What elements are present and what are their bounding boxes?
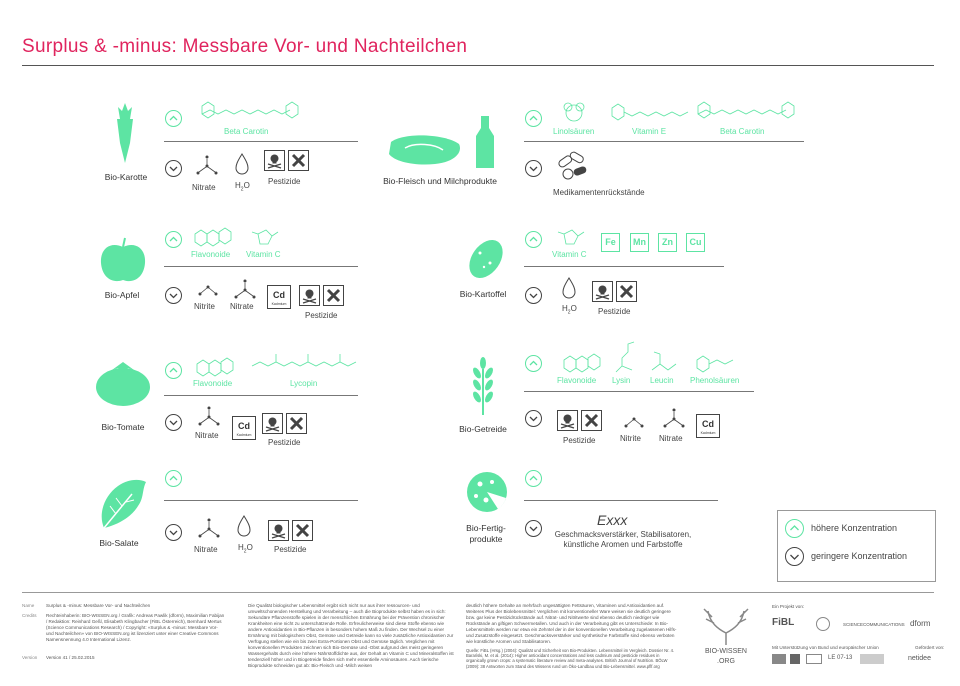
water-label: $H_2O$	[235, 181, 250, 193]
lower-concentration-icon	[785, 547, 804, 566]
footer-version-label: Version	[22, 655, 38, 660]
nitrate-molecule-icon	[232, 277, 258, 303]
beta-carotin-label: Beta Carotin	[720, 127, 765, 136]
beta-carotin-label: Beta Carotin	[224, 127, 269, 136]
leucin-label: Leucin	[650, 376, 674, 385]
divider	[164, 141, 358, 142]
lower-concentration-icon	[525, 520, 542, 537]
skull-hazard-icon	[268, 520, 289, 541]
iron-element-icon: Fe	[601, 233, 620, 252]
flavonoide-label: Flavonoide	[557, 376, 597, 385]
e-number-label: Exxx	[597, 512, 628, 528]
divider	[524, 391, 754, 392]
linolsaeure-molecule-icon	[560, 100, 588, 126]
eu-fund-logo	[860, 654, 884, 664]
higher-concentration-icon	[525, 470, 542, 487]
meat-icon	[385, 132, 465, 168]
nitrate-label: Nitrate	[194, 545, 218, 554]
skull-hazard-icon	[262, 413, 283, 434]
nitrate-molecule-icon	[661, 406, 687, 432]
vitamin-c-label: Vitamin C	[246, 250, 281, 259]
water-label: $H_2O$	[238, 543, 253, 555]
product-label-salate: Bio-Salate	[99, 538, 139, 548]
nitrate-label: Nitrate	[192, 183, 216, 192]
scr-logo: SCIENCECOMMUNICATIONS	[843, 622, 905, 627]
zinc-element-icon: Zn	[658, 233, 677, 252]
divider	[524, 266, 724, 267]
divider	[164, 395, 358, 396]
lower-concentration-icon	[165, 524, 182, 541]
flavonoide-label: Flavonoide	[193, 379, 233, 388]
higher-concentration-icon	[165, 231, 182, 248]
footer-support-label: Mit Unterstützung von Bund und europäischer Union	[772, 645, 879, 650]
divider	[524, 141, 804, 142]
water-drop-icon	[234, 152, 250, 176]
lysin-label: Lysin	[612, 376, 631, 385]
footer-text-column-1: Die Qualität biologischer Lebensmittel ergibt sich nicht nur aus ihrer ressourcen- und umweltschonenden Herstellung und Verarbeitung – auch die Bioprodukte selbst haben es in sich: Sekundäre Pflanzenstoffe spielen in der menschlichen Ernährung bei der Prävention chronischer Krankheiten eine nicht zu unterschätzende Rolle. Erfreulicherweise sind diese Stoffe ebenso wie andere Antioxidantien in Bio-Pflanzen in besonders hohem Maß zu finden. Der Wechsel zu einer Ernährung mit biologischem Obst, Gemüse und Getreide kann so viele zusätzliche Antioxidantien zur Verfügung stellen wie ein bis zwei Extra-Portionen Obst und Gemüse täglich. Verglichen mit konventionellen Produkten zeichnen sich Bio-Gemüse und -Obst aufgrund des meist geringeren Wassergehalts durch eine höhere Nährstoffdichte aus, der Gehalt an Vitamin C und Mineralstoffen ist tendenziell höher und in Biogetreide finden sich mehr essentielle Aminosäuren. Auch tierische Bioprodukte schneiden gut ab: Bio-Fleisch und -Milch weisen	[248, 603, 454, 668]
higher-concentration-icon	[165, 470, 182, 487]
higher-concentration-icon	[165, 362, 182, 379]
medikamente-label: Medikamentenrückstände	[553, 188, 645, 197]
eu-flag-icon	[772, 654, 786, 664]
product-label-fertig: Bio-Fertig- produkte	[466, 523, 506, 544]
water-label: $H_2O$	[562, 304, 577, 316]
nitrite-molecule-icon	[196, 282, 220, 298]
pestizide-label: Pestizide	[268, 177, 301, 186]
vitamin-e-molecule-icon	[610, 102, 690, 124]
copper-element-icon: Cu	[686, 233, 705, 252]
lycopin-label: Lycopin	[290, 379, 318, 388]
harmful-x-icon	[286, 413, 307, 434]
legend-lower-label: geringere Konzentration	[811, 551, 908, 561]
potato-icon	[462, 235, 510, 283]
nitrate-molecule-icon	[194, 153, 220, 179]
product-label-tomate: Bio-Tomate	[101, 422, 145, 432]
nitrate-molecule-icon	[196, 404, 222, 430]
pizza-icon	[462, 470, 512, 514]
nitrite-label: Nitrite	[194, 302, 215, 311]
pestizide-label: Pestizide	[305, 311, 338, 320]
netidee-logo: netidee	[908, 655, 931, 662]
footer-project-label: Ein Projekt von:	[772, 604, 805, 609]
nitrate-label: Nitrate	[659, 434, 683, 443]
pestizide-label: Pestizide	[268, 438, 301, 447]
institution-logo	[816, 617, 830, 631]
dform-logo: dform	[910, 619, 931, 628]
harmful-x-icon	[616, 281, 637, 302]
ministry-logo	[790, 654, 800, 664]
ama-logo	[806, 654, 822, 664]
beta-carotin-molecule-icon	[696, 100, 796, 124]
harmful-x-icon	[292, 520, 313, 541]
water-drop-icon	[236, 514, 252, 538]
lower-concentration-icon	[165, 160, 182, 177]
zusatzstoffe-label: Geschmacksverstärker, Stabilisatoren, künstliche Aromen und Farbstoffe	[554, 530, 692, 549]
lower-concentration-icon	[525, 160, 542, 177]
cadmium-element-icon: Cd Kadmium	[696, 414, 720, 438]
skull-hazard-icon	[264, 150, 285, 171]
lower-concentration-icon	[165, 287, 182, 304]
skull-hazard-icon	[299, 285, 320, 306]
pestizide-label: Pestizide	[274, 545, 307, 554]
vitamin-c-label: Vitamin C	[552, 250, 587, 259]
divider	[524, 500, 718, 501]
lower-concentration-icon	[165, 414, 182, 431]
higher-concentration-icon	[525, 231, 542, 248]
pestizide-label: Pestizide	[598, 307, 631, 316]
nitrate-label: Nitrate	[195, 431, 219, 440]
logo-text: BIO-WISSEN	[704, 648, 747, 655]
footer-version-value: Version 41 / 25.02.2015	[46, 655, 95, 660]
lower-concentration-icon	[525, 287, 542, 304]
footer-credits-value: Rechteinhaberin: BIO-WISSEN.org / Grafik: Andreas Pawlik (dform), Maximilian Fabijan / Redaktion: Reinhard Geßl, Elisabeth Klingbacher (FiBL Österreich), Bernhard Mertus (Science Communications Research) / Copyright: «Surplus & -minus: Messbare Vor- und Nachteilchen» von BIO-WISSEN.org ist lizenziert unter einer Creative Commons Namensnennung 4.0 International Lizenz.	[46, 613, 225, 642]
divider	[164, 500, 358, 501]
product-label-kartoffel: Bio-Kartoffel	[459, 289, 507, 299]
le-logo: LE 07-13	[828, 655, 853, 661]
manganese-element-icon: Mn	[630, 233, 649, 252]
logo-text-org: .ORG	[717, 658, 735, 665]
leucin-molecule-icon	[650, 350, 680, 374]
footer-text-column-2: deutlich höhere Gehalte an mehrfach ungesättigten Fettsäuren, Vitaminen und Antioxidantien auf. Weiteres Plus der Biolebensmittel: Verglichen mit konventioneller Ware weisen sie deutlich geringere bzw. gar keine Pestizidrückstände auf. Nitrat- und Nitritwerte sind ebenso deutlich niedriger wie Rückstände an giftigen Schwermetallen. Und auch in der Verarbeitung gibt es Unterschiede: In Bio-Lebensmitteln werden nur etwa ein Zehntel der in der konventionellen Verarbeitung zugelassenen Hilfs- und Zusatzstoffe eingesetzt. Geschmacksverstärker und synthetische Farbstoffe sind ebenso verboten wie künstliche Aromen und Stabilisatoren.	[466, 603, 677, 644]
nitrate-molecule-icon	[196, 516, 222, 542]
vitamin-e-label: Vitamin E	[632, 127, 667, 136]
fibl-logo: FiBL	[772, 617, 795, 628]
harmful-x-icon	[581, 410, 602, 431]
product-label-karotte: Bio-Karotte	[104, 172, 148, 182]
flavonoide-label: Flavonoide	[191, 250, 231, 259]
footer-funded-label: Gefördert von:	[915, 645, 945, 650]
skull-hazard-icon	[557, 410, 578, 431]
cadmium-element-icon: Cd Kadmium	[267, 285, 291, 309]
skull-hazard-icon	[592, 281, 613, 302]
flavonoide-molecule-icon	[195, 356, 235, 378]
wheat-icon	[470, 355, 496, 415]
lettuce-icon	[94, 476, 150, 534]
footer-sources: Quelle: FiBL (Hrsg.) (2004): Qualität und Sicherheit von Bio-Produkten. Lebensmittel im Vergleich. Dossier Nr. 4. Barański, M. et al. (2014): Higher antioxidant concentrations and less cadmium and pesticide residues in organically grown crops: a systematic literature review and meta-analyses. British Journal of Nutrition. BÖLW (2009): 38 Antworten zum Stand des Wissens rund um Öko-Landbau und Bio-Lebensmittel. www.pflf.org	[466, 648, 675, 669]
phenolsaeure-molecule-icon	[695, 352, 739, 374]
tomato-icon	[94, 358, 152, 408]
higher-concentration-icon	[525, 355, 542, 372]
footer-divider	[22, 592, 934, 593]
nitrite-molecule-icon	[622, 414, 646, 430]
legend-higher-label: höhere Konzentration	[811, 523, 898, 533]
antler-logo-icon	[700, 605, 752, 647]
linolsaeuren-label: Linolsäuren	[553, 127, 595, 136]
nitrite-label: Nitrite	[620, 434, 641, 443]
product-label-getreide: Bio-Getreide	[459, 424, 507, 434]
water-drop-icon	[561, 276, 577, 300]
apple-icon	[98, 235, 148, 285]
pestizide-label: Pestizide	[563, 436, 596, 445]
divider	[164, 266, 358, 267]
pills-icon	[556, 150, 588, 182]
footer-credits-label: Credits	[22, 613, 37, 618]
flavonoide-molecule-icon	[562, 352, 602, 374]
higher-concentration-icon	[785, 519, 804, 538]
beta-carotin-molecule-icon	[200, 100, 300, 124]
nitrate-label: Nitrate	[230, 302, 254, 311]
vitamin-c-molecule-icon	[250, 226, 280, 248]
higher-concentration-icon	[525, 110, 542, 127]
product-label-apfel: Bio-Apfel	[104, 290, 140, 300]
page-title: Surplus & -minus: Messbare Vor- und Nachteilchen	[22, 36, 468, 57]
lycopin-molecule-icon	[250, 348, 360, 378]
title-divider	[22, 65, 934, 66]
footer-name-label: Name	[22, 603, 35, 608]
higher-concentration-icon	[165, 110, 182, 127]
lower-concentration-icon	[525, 410, 542, 427]
product-label-fleisch: Bio-Fleisch und Milchprodukte	[383, 176, 497, 186]
vitamin-c-molecule-icon	[556, 226, 586, 248]
carrot-icon	[110, 103, 140, 165]
flavonoide-molecule-icon	[193, 226, 233, 248]
lysin-molecule-icon	[612, 340, 638, 374]
footer-name-value: Surplus & -minus: Messbare Vor- und Nachteilchen	[46, 603, 151, 608]
phenolsaeuren-label: Phenolsäuren	[690, 376, 740, 385]
harmful-x-icon	[323, 285, 344, 306]
milk-bottle-icon	[474, 116, 496, 168]
harmful-x-icon	[288, 150, 309, 171]
cadmium-element-icon: Cd Kadmium	[232, 416, 256, 440]
